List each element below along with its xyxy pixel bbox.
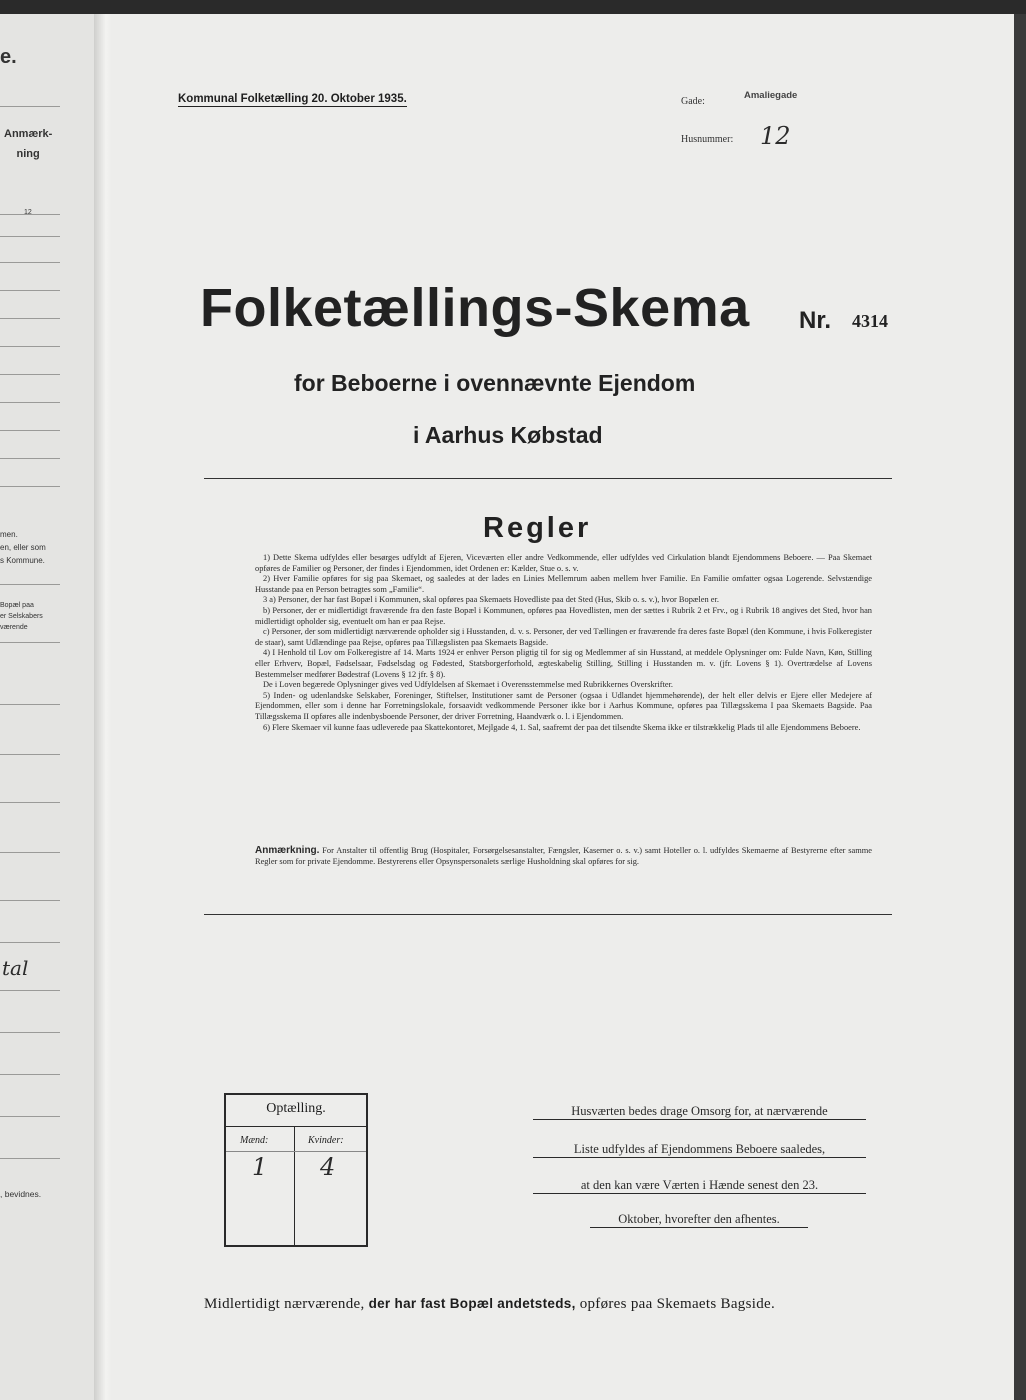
rule-item: b) Personer, der er midlertidigt fraværende fra den faste Bopæl i Kommunen, opføres paa Hovedlisten, men der sættes i Rubrik 2 et Frv., og i Rubrik 18 angives det Sted, hvor han midlertidigt opholder sig, eventuelt om han er paa Rejse. [255,605,872,626]
left-rule [0,1032,60,1033]
footer-note [204,1296,884,1313]
note-divider [204,914,892,915]
left-rule [0,290,60,291]
footer-part-3: opføres paa Skemaets Bagside. [579,1296,776,1312]
subtitle-1: for Beboerne i ovennævnte Ejendom [294,370,696,396]
women-value: 4 [320,1153,336,1181]
left-rule [0,486,60,487]
left-fragment-2: Bopæl paa er Selskabers værende [0,602,43,631]
left-rule [0,900,60,901]
form-title: Folketællings-Skema [200,278,750,338]
landlord-note-line: at den kan være Værten i Hænde senest den 23. [533,1178,866,1194]
rule-item: 3 a) Personer, der har fast Bopæl i Kommunen, skal opføres paa Skemaets Hovedliste paa det Sted (Hus, Skib o. s. v.), hvor Bopælen er. [263,595,719,605]
rule-item: 6) Flere Skemaer vil kunne faas udleverede paa Skattekontoret, Mejlgade 4, 1. Sal, saafremt der paa det tilsendte Skema ikke er tilstrækkelig Plads til alle Ejendommens Beboere. [263,722,861,732]
left-rule [0,430,60,431]
left-rule [0,1074,60,1075]
left-rule [0,754,60,755]
rule-item: 4) I Henhold til Lov om Folkeregistre af 14. Marts 1924 er enhver Person pligtig til for sig og Medlemmer af sin Husstand, at meddele Oplysninger om: Fulde Navn, Køn, Stilling eller Erhverv, Bopæl, Fødselsaar, Fødselsdag og Fødested, Statsborgerforhold, ægteskabelig Stilling, Stilling i Husstanden m. v. (jfr. Lovens § 1). Overtrædelse af Lovens Bestemmelser medfører Bødestraf (Lovens § 12 jfr. § 8). [255,648,872,679]
men-value: 1 [252,1153,268,1181]
landlord-note-line: Liste udfyldes af Ejendommens Beboere saaledes, [533,1142,866,1158]
left-rule [0,852,60,853]
left-rule [0,802,60,803]
left-rule [0,642,60,643]
form-number-value: 4314 [852,311,888,331]
footer-part-2: der har fast Bopæl andetsteds, [368,1296,576,1311]
count-box [224,1093,368,1247]
right-edge [1014,14,1026,1400]
women-label: Kvinder: [308,1135,344,1146]
rule-item: 5) Inden- og udenlandske Selskaber, Foreninger, Stiftelser, Institutioner samt de Personer (ogsaa i Udlandet hjemmehørende), der helt eller delvis er Ejere eller Medejere af Ejendommen, eller som i denne har Forretningslokale, forsaavidt vedkommende Personer ikke bor i Aarhus Kommune, opføres paa Tillægsskema I paa Skemaets Bagside. Paa Tillægsskema II opføres alle indenbysboende Personer, der driver Forretning, Haandværk o. l. i Ejendommen. [255,690,872,721]
left-rule [0,990,60,991]
form-number-label: Nr. [799,307,832,334]
footer-part-1: Midlertidigt nærværende, [204,1296,365,1312]
left-handwriting: tal [2,956,29,980]
rule-item: De i Loven begærede Oplysninger gives ved Udfyldelsen af Skemaet i Overensstemmelse med Rubrikkernes Overskrifter. [263,680,674,690]
left-page [0,14,94,1400]
left-rule [0,1116,60,1117]
page-gutter [94,14,114,1400]
house-number-label: Husnummer: [681,134,734,145]
subtitle-2: i Aarhus Købstad [413,422,603,448]
title-divider [204,478,892,479]
left-rule [0,262,60,263]
street-value: Amaliegade [744,90,798,101]
left-fragment-1: men. en, eller som s Kommune. [0,530,46,565]
rule-item: 2) Hver Familie opføres for sig paa Skemaet, og saaledes at der lades en Linies Mellemrum aaben mellem hver Familie. En Familie omfatter ogsaa Logerende. Selvstændige Husstande paa en Person betragtes som „Familie“. [255,574,872,594]
house-number-value: 12 [760,122,791,150]
left-fragment-3: , bevidnes. [0,1189,42,1199]
rule-item: c) Personer, der som midlertidigt nærværende opholder sig i Husstanden, d. v. s. Personer, der ved Tællingen er fraværende fra deres faste Bopæl (den Kommune, i hvis Folkeregister de staar), samt Udlændinge paa Rejse, opføres paa Tillægslisten paa Skemaets Bagside. [255,627,872,647]
left-rule [0,346,60,347]
count-label-rule [226,1151,366,1152]
remark-label: Anmærkning. [255,845,320,856]
count-divider [294,1127,295,1245]
rules-heading: Regler [483,512,592,544]
left-rule [0,236,60,237]
left-rule [0,1158,60,1159]
men-label: Mænd: [240,1135,269,1146]
left-rule [0,318,60,319]
left-rule [0,402,60,403]
rules-list [255,553,872,733]
landlord-note-line: Husværten bedes drage Omsorg for, at nærværende [533,1104,866,1120]
census-line: Kommunal Folketælling 20. Oktober 1935. [178,93,407,105]
left-rule [0,942,60,943]
left-column-header: Anmærk- ning [4,128,53,160]
landlord-note-line: Oktober, hvorefter den afhentes. [590,1212,808,1228]
left-rule [0,584,60,585]
left-rule [0,374,60,375]
left-rule [0,106,60,107]
left-rule [0,704,60,705]
count-title-rule [226,1126,366,1127]
remark-text: For Anstalter til offentlig Brug (Hospitaler, Forsørgelsesanstalter, Fængsler, Kaserner o. s. v.) samt Hoteller o. l. udfyldes Skemaerne af Bestyrerne efter samme Regler som for private Ejendomme. Bestyrerens eller Opsynspersonalets særlige Husholdning skal opføres for sig. [255,846,872,866]
remark-block [255,845,872,867]
count-title: Optælling. [266,1101,326,1116]
left-column-number: 12 [24,209,32,216]
street-label: Gade: [681,96,705,107]
left-rule [0,458,60,459]
left-title-fragment: e. [0,46,17,68]
rule-item: 1) Dette Skema udfyldes eller besørges udfyldt af Ejeren, Viceværten eller andre Vedkommende, eller udfyldes ved Cirkulation blandt Ejendommens Beboere. — Paa Skemaet opføres de Familier og Personer, der findes i Ejendommen, idet Ordenen er: Kælder, Stue o. s. v. [255,553,872,573]
